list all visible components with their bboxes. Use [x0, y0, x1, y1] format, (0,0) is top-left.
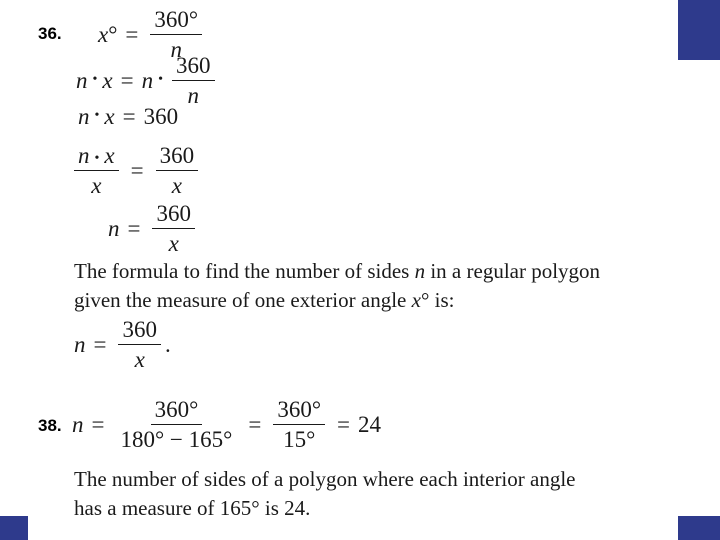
equals-sign: = [248, 412, 262, 437]
denominator-n: n [187, 83, 200, 108]
equals-sign: = [127, 216, 141, 241]
conclusion-38-line1: The number of sides of a polygon where each interior angle [74, 467, 576, 491]
numerator: 360 [156, 144, 199, 171]
fraction-360deg-over-180-minus-165 [116, 398, 236, 451]
var-n: n [141, 68, 154, 93]
denominator-x: x [168, 231, 179, 256]
text-segment: is: [429, 288, 455, 312]
denominator: 180° − 165° [120, 427, 233, 452]
explanation-36-line2 [74, 286, 454, 315]
var-x: x [102, 68, 113, 93]
fraction-360-over-x [156, 144, 199, 197]
var-n: n [76, 68, 88, 93]
equals-sign: = [91, 412, 105, 437]
eq36-step3 [78, 105, 178, 128]
equals-sign: = [120, 68, 134, 93]
eq36-final [74, 318, 171, 371]
numerator: 360 [152, 202, 195, 229]
var-x: x [104, 104, 115, 129]
explanation-36-line1 [74, 257, 600, 286]
problem-36-label: 36. [38, 24, 62, 43]
var-n: n [72, 412, 84, 437]
eq36-step5 [108, 202, 199, 255]
fraction-360-over-x [118, 318, 161, 371]
equals-sign: = [125, 22, 139, 47]
denominator-x: x [134, 347, 145, 372]
denominator-x: x [171, 173, 182, 198]
multiply-dot: • [94, 151, 100, 166]
fraction-360-over-x [152, 202, 195, 255]
value-360: 360 [143, 104, 179, 129]
equals-sign: = [130, 158, 144, 183]
text-segment: given the measure of one exterior angle [74, 288, 412, 312]
degree-sign: ° [420, 288, 430, 312]
corner-accent-bottom-right [678, 516, 720, 540]
fraction-nx-over-x [74, 144, 119, 197]
var-n: n [108, 216, 120, 241]
eq38 [72, 398, 381, 451]
numerator: 360° [150, 8, 202, 35]
result-value: 24 [358, 412, 382, 437]
numerator: 360 [118, 318, 161, 345]
var-x: x [104, 143, 115, 168]
period: . [164, 332, 171, 357]
eq36-step4 [70, 144, 202, 197]
conclusion-38-line2: has a measure of 165° is 24. [74, 496, 311, 520]
multiply-dot: • [94, 107, 100, 123]
var-x: x [411, 288, 421, 312]
corner-accent-bottom-left [0, 516, 28, 540]
var-x: x [98, 22, 109, 47]
var-n: n [78, 104, 90, 129]
equals-sign: = [337, 412, 351, 437]
problem-38-label: 38. [38, 416, 62, 435]
eq36-step2 [76, 54, 219, 107]
fraction-360deg-over-15deg [273, 398, 325, 451]
equals-sign: = [122, 104, 136, 129]
text-segment: The formula to find the number of sides [74, 259, 415, 283]
var-n: n [78, 143, 90, 168]
denominator: 15° [283, 427, 316, 452]
denominator-n: n [170, 37, 182, 62]
fraction-360-over-n [172, 54, 215, 107]
multiply-dot: • [158, 71, 164, 87]
multiply-dot: • [92, 71, 98, 87]
var-n: n [74, 332, 86, 357]
corner-accent-top-right [678, 0, 720, 60]
degree-sign: ° [108, 22, 118, 47]
text-segment: in a regular polygon [425, 259, 601, 283]
numerator: 360° [151, 398, 203, 425]
equals-sign: = [93, 332, 107, 357]
denominator-x: x [91, 173, 102, 198]
numerator: 360° [273, 398, 325, 425]
numerator: 360 [172, 54, 215, 81]
var-n: n [414, 259, 426, 283]
